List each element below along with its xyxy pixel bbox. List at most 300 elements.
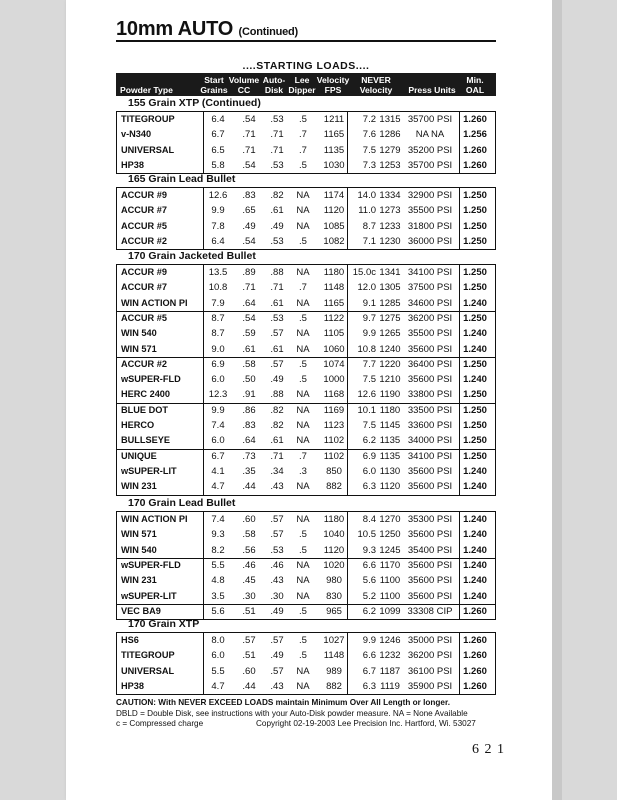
cell-ad: .61 xyxy=(270,435,284,447)
page-edge-shadow xyxy=(552,0,562,800)
table-row xyxy=(116,342,496,357)
cell-vf: 882 xyxy=(326,680,342,692)
cell-pt: ACCUR #5 xyxy=(121,220,167,231)
cell-oal: 1.250 xyxy=(463,435,487,447)
cell-nf: 1100 xyxy=(379,575,401,587)
cell-pt: wSUPER-LIT xyxy=(121,590,177,601)
cell-vf: 1174 xyxy=(323,190,345,201)
cell-vf: 1060 xyxy=(323,343,345,355)
table-row xyxy=(116,296,496,311)
cell-vc: .73 xyxy=(242,450,256,462)
cell-ad: .71 xyxy=(270,282,284,294)
cell-pt: ACCUR #9 xyxy=(121,267,167,277)
cell-nf: 1285 xyxy=(379,297,401,309)
cell-pt: HERCO xyxy=(121,420,155,430)
title-rule xyxy=(116,40,496,42)
cell-sg: 9.0 xyxy=(211,343,225,355)
cell-ad: .46 xyxy=(270,559,284,571)
header-auto-disk-line1: Auto- xyxy=(262,75,286,85)
cell-oal: 1.260 xyxy=(463,114,487,125)
cell-pr: 36200 PSI xyxy=(407,650,453,662)
cell-pt: WIN 231 xyxy=(121,481,157,492)
table-row xyxy=(116,311,496,326)
table-row xyxy=(116,280,496,295)
cell-ld: .5 xyxy=(299,544,307,556)
cell-ld: NA xyxy=(296,343,310,355)
cell-pr: 32900 PSI xyxy=(407,190,453,201)
cell-vf: 1180 xyxy=(323,267,345,278)
cell-vc: .35 xyxy=(242,465,256,477)
cell-vf: 1120 xyxy=(323,544,345,556)
cell-pt: HS6 xyxy=(121,635,139,645)
cell-pr: 33800 PSI xyxy=(407,389,453,401)
cell-oal: 1.250 xyxy=(463,450,487,462)
table-row xyxy=(116,633,496,648)
cell-ld: .5 xyxy=(299,650,307,662)
cell-vc: .51 xyxy=(242,605,256,617)
cell-vc: .45 xyxy=(242,575,256,587)
row-group-separator xyxy=(116,357,496,358)
cell-ld: .7 xyxy=(299,144,307,156)
cell-nf: 1170 xyxy=(379,559,401,571)
cell-pr: NA NA xyxy=(415,129,445,141)
cell-ld: NA xyxy=(296,514,310,525)
cell-pt: wSUPER-FLD xyxy=(121,559,181,570)
cell-sg: 13.5 xyxy=(208,267,228,278)
cell-vc: .49 xyxy=(242,220,256,232)
header-never-exceed-line1: NEVER Velocity xyxy=(359,75,393,95)
cell-vc: .59 xyxy=(242,328,256,340)
table-row xyxy=(116,403,496,418)
footer-line3 xyxy=(116,719,496,730)
cell-pr: 37500 PSI xyxy=(407,282,453,294)
cell-ad: .61 xyxy=(270,343,284,355)
cell-ad: .57 xyxy=(270,514,284,525)
table-row xyxy=(116,589,496,604)
cell-oal: 1.240 xyxy=(463,343,487,355)
cell-nf: 1232 xyxy=(379,650,401,662)
cell-pt: HP38 xyxy=(121,680,144,691)
cell-oal: 1.240 xyxy=(463,514,487,525)
cell-vf: 1180 xyxy=(323,514,345,525)
table-row xyxy=(116,158,496,173)
cell-pt: TITEGROUP xyxy=(121,114,175,124)
cell-sg: 8.2 xyxy=(211,544,225,556)
cell-ad: .88 xyxy=(270,267,284,278)
cell-vf: 1040 xyxy=(323,529,345,541)
table-row xyxy=(116,543,496,558)
cell-ld: NA xyxy=(296,389,310,401)
cell-vc: .58 xyxy=(242,529,256,541)
cell-ad: .53 xyxy=(270,544,284,556)
cell-oal: 1.250 xyxy=(463,358,487,370)
cell-sg: 6.5 xyxy=(211,144,225,156)
cell-pt: v-N340 xyxy=(121,129,152,140)
cell-nf: 1120 xyxy=(379,481,401,493)
cell-pr: 36100 PSI xyxy=(407,665,453,677)
cell-ne: 7.1 xyxy=(362,235,376,247)
cell-ne: 14.0 xyxy=(357,190,376,201)
header-press-units: Press Units xyxy=(408,85,456,95)
table-row xyxy=(116,464,496,479)
cell-vf: 1120 xyxy=(323,205,345,217)
group-title: 170 Grain Lead Bullet xyxy=(128,497,236,509)
cell-ad: .82 xyxy=(270,420,284,431)
cell-pt: wSUPER-FLD xyxy=(121,374,181,385)
table-row xyxy=(116,188,496,203)
cell-sg: 9.9 xyxy=(211,404,225,416)
cell-vc: .30 xyxy=(242,590,256,602)
header-start-grains xyxy=(200,75,228,95)
cell-vc: .71 xyxy=(242,129,256,141)
cell-oal: 1.240 xyxy=(463,575,487,587)
title-sub: (Continued) xyxy=(238,26,299,38)
table-row xyxy=(116,203,496,218)
cell-ld: .5 xyxy=(299,358,307,370)
table-row xyxy=(116,573,496,588)
cell-vc: .51 xyxy=(242,650,256,662)
header-lee-dipper-line1: Lee xyxy=(294,75,310,85)
cell-vc: .86 xyxy=(242,404,256,416)
cell-ad: .57 xyxy=(270,358,284,370)
cell-vf: 1122 xyxy=(323,312,345,324)
header-never-exceed-line2: EXCEED FPS xyxy=(348,95,404,105)
cell-sg: 7.8 xyxy=(211,220,225,232)
cell-vf: 1085 xyxy=(323,220,345,232)
cell-sg: 6.9 xyxy=(211,358,225,370)
cell-ld: .5 xyxy=(299,114,307,125)
cell-oal: 1.240 xyxy=(463,544,487,556)
cell-pr: 35500 PSI xyxy=(407,328,453,340)
cell-ld: NA xyxy=(296,559,310,571)
cell-nf: 1135 xyxy=(379,450,401,462)
cell-oal: 1.250 xyxy=(463,220,487,232)
cell-ne: 7.5 xyxy=(362,420,376,431)
cell-sg: 9.3 xyxy=(211,529,225,541)
cell-ne: 9.7 xyxy=(362,312,376,324)
cell-ld: NA xyxy=(296,404,310,416)
table-row xyxy=(116,387,496,402)
cell-pr: 35700 PSI xyxy=(407,159,453,171)
cell-nf: 1100 xyxy=(379,590,401,602)
cell-ad: .53 xyxy=(270,235,284,247)
cell-pt: HERC 2400 xyxy=(121,389,171,400)
row-group-separator xyxy=(116,558,496,559)
row-group-separator xyxy=(116,449,496,450)
group-title: 170 Grain Jacketed Bullet xyxy=(128,250,256,262)
cell-vc: .44 xyxy=(242,481,256,493)
cell-oal: 1.240 xyxy=(463,374,487,386)
table-row xyxy=(116,679,496,694)
cell-vf: 1082 xyxy=(323,235,345,247)
cell-ne: 7.6 xyxy=(362,129,376,141)
cell-ld: .7 xyxy=(299,450,307,462)
cell-vf: 1030 xyxy=(323,159,345,171)
table-row xyxy=(116,479,496,494)
cell-ne: 7.5 xyxy=(362,374,376,386)
table-row xyxy=(116,326,496,341)
table-row xyxy=(116,604,496,619)
header-auto-disk xyxy=(259,75,289,95)
cell-vf: 1169 xyxy=(323,404,345,416)
cell-ne: 12.0 xyxy=(357,282,376,294)
cell-ad: .53 xyxy=(270,159,284,171)
cell-ne: 7.7 xyxy=(362,358,376,370)
cell-oal: 1.240 xyxy=(463,465,487,477)
cell-ad: .57 xyxy=(270,328,284,340)
footer-caution: CAUTION: With NEVER EXCEED LOADS maintain Minimum Over All Length or longer. xyxy=(116,698,450,707)
cell-ad: .57 xyxy=(270,665,284,677)
cell-ld: .3 xyxy=(299,465,307,477)
cell-ld: NA xyxy=(296,297,310,309)
cell-vc: .60 xyxy=(242,514,256,525)
cell-sg: 6.0 xyxy=(211,435,225,447)
cell-nf: 1275 xyxy=(379,312,401,324)
header-velocity-fps-line2: FPS xyxy=(324,85,342,95)
footer-dbld-note: DBLD = Double Disk, see instructions with your Auto-Disk powder measure. NA = None Available xyxy=(116,708,468,718)
cell-pt: UNIQUE xyxy=(121,450,157,461)
cell-ne: 10.8 xyxy=(357,343,376,355)
header-powder-type: Powder Type xyxy=(120,85,173,95)
cell-ld: NA xyxy=(296,328,310,340)
cell-pt: UNIVERSAL xyxy=(121,144,175,155)
cell-vc: .50 xyxy=(242,374,256,386)
table-row xyxy=(116,219,496,234)
cell-ad: .57 xyxy=(270,635,284,646)
table-row xyxy=(116,127,496,142)
cell-pt: VEC BA9 xyxy=(121,605,161,616)
cell-pt: WIN 540 xyxy=(121,544,157,555)
cell-ne: 9.9 xyxy=(362,635,376,646)
cell-vf: 1165 xyxy=(323,129,345,141)
cell-nf: 1286 xyxy=(379,129,401,141)
cell-pr: 35600 PSI xyxy=(407,529,453,541)
cell-ld: NA xyxy=(296,205,310,217)
cell-sg: 6.7 xyxy=(211,450,225,462)
cell-ld: NA xyxy=(296,680,310,692)
cell-ld: NA xyxy=(296,665,310,677)
table-row xyxy=(116,449,496,464)
cell-ld: NA xyxy=(296,267,310,278)
cell-vf: 1027 xyxy=(323,635,345,646)
cell-pr: 33308 CIP xyxy=(407,605,453,617)
cell-pt: WIN ACTION PI xyxy=(121,297,188,308)
group-title: 170 Grain XTP xyxy=(128,618,200,630)
table-row xyxy=(116,664,496,679)
header-lee-dipper-line2: Dipper xyxy=(288,85,316,95)
cell-ne: 6.2 xyxy=(362,605,376,617)
cell-vf: 1168 xyxy=(323,389,345,401)
cell-oal: 1.250 xyxy=(463,190,487,201)
cell-oal: 1.250 xyxy=(463,420,487,431)
starting-loads-heading: ....STARTING LOADS.... xyxy=(242,60,370,72)
cell-ld: .7 xyxy=(299,129,307,141)
cell-nf: 1220 xyxy=(379,358,401,370)
cell-sg: 12.3 xyxy=(208,389,228,401)
cell-ne: 8.4 xyxy=(362,514,376,525)
cell-sg: 7.4 xyxy=(211,420,225,431)
cell-vc: .83 xyxy=(242,420,256,431)
cell-vc: .44 xyxy=(242,680,256,692)
cell-oal: 1.250 xyxy=(463,235,487,247)
cell-vc: .57 xyxy=(242,635,256,646)
cell-vf: 1211 xyxy=(323,114,345,125)
cell-vc: .71 xyxy=(242,144,256,156)
header-min-oal xyxy=(456,75,494,95)
group-title: 155 Grain XTP (Continued) xyxy=(128,97,261,109)
cell-pr: 34000 PSI xyxy=(407,435,453,447)
cell-vc: .54 xyxy=(242,114,256,125)
cell-ld: .5 xyxy=(299,235,307,247)
cell-vf: 1165 xyxy=(323,297,345,309)
cell-sg: 12.6 xyxy=(208,190,228,201)
cell-nf: 1245 xyxy=(379,544,401,556)
cell-sg: 6.0 xyxy=(211,374,225,386)
cell-sg: 8.0 xyxy=(211,635,225,646)
cell-pt: wSUPER-LIT xyxy=(121,465,177,476)
cell-ad: .34 xyxy=(270,465,284,477)
cell-ne: 5.2 xyxy=(362,590,376,602)
cell-ne: 6.6 xyxy=(362,650,376,662)
cell-vf: 980 xyxy=(326,575,342,587)
row-group-separator xyxy=(116,311,496,312)
header-volume-cc xyxy=(227,75,261,95)
cell-sg: 6.4 xyxy=(211,235,225,247)
cell-pr: 35600 PSI xyxy=(407,374,453,386)
table-row xyxy=(116,265,496,280)
table-row xyxy=(116,357,496,372)
cell-ad: .43 xyxy=(270,575,284,587)
cell-ld: NA xyxy=(296,575,310,587)
cell-ne: 9.9 xyxy=(362,328,376,340)
cell-pt: WIN 571 xyxy=(121,529,157,540)
cell-sg: 5.6 xyxy=(211,605,225,617)
cell-oal: 1.240 xyxy=(463,328,487,340)
header-auto-disk-line2: Disk xyxy=(264,85,284,95)
cell-ad: .43 xyxy=(270,680,284,692)
cell-ne: 12.6 xyxy=(357,389,376,401)
cell-nf: 1334 xyxy=(379,190,401,201)
cell-ad: .82 xyxy=(270,404,284,416)
cell-oal: 1.250 xyxy=(463,205,487,217)
cell-ld: NA xyxy=(296,590,310,602)
cell-vf: 965 xyxy=(326,605,342,617)
table-row xyxy=(116,234,496,249)
cell-oal: 1.250 xyxy=(463,389,487,401)
cell-sg: 4.8 xyxy=(211,575,225,587)
cell-oal: 1.240 xyxy=(463,559,487,571)
cell-sg: 8.7 xyxy=(211,328,225,340)
table-row xyxy=(116,433,496,448)
cell-vf: 830 xyxy=(326,590,342,602)
cell-nf: 1119 xyxy=(380,680,400,692)
cell-pr: 35000 PSI xyxy=(407,635,453,646)
cell-vc: .56 xyxy=(242,544,256,556)
cell-vf: 1105 xyxy=(323,328,345,340)
cell-pt: TITEGROUP xyxy=(121,650,175,661)
cell-ad: .57 xyxy=(270,529,284,541)
cell-oal: 1.240 xyxy=(463,297,487,309)
cell-pt: ACCUR #9 xyxy=(121,190,167,200)
cell-vc: .65 xyxy=(242,205,256,217)
cell-ne: 9.1 xyxy=(362,297,376,309)
cell-pr: 31800 PSI xyxy=(407,220,453,232)
cell-oal: 1.250 xyxy=(463,282,487,294)
cell-ld: NA xyxy=(296,481,310,493)
cell-ad: .88 xyxy=(270,389,284,401)
cell-ne: 6.0 xyxy=(362,465,376,477)
footer-compressed-note: c = Compressed charge xyxy=(116,719,204,728)
cell-pr: 36000 PSI xyxy=(407,235,453,247)
header-never-exceed xyxy=(344,75,408,105)
cell-pt: ACCUR #2 xyxy=(121,235,167,246)
cell-pr: 34600 PSI xyxy=(407,297,453,309)
cell-vc: .89 xyxy=(242,267,256,278)
table-row xyxy=(116,527,496,542)
cell-ld: .5 xyxy=(299,374,307,386)
cell-pt: BULLSEYE xyxy=(121,435,171,446)
cell-ne: 10.5 xyxy=(357,529,376,541)
cell-vc: .54 xyxy=(242,312,256,324)
cell-sg: 4.7 xyxy=(211,481,225,493)
cell-nf: 1270 xyxy=(379,514,401,525)
cell-nf: 1246 xyxy=(379,635,401,646)
cell-pr: 36200 PSI xyxy=(407,312,453,324)
cell-pt: ACCUR #7 xyxy=(121,282,167,293)
cell-vc: .64 xyxy=(242,297,256,309)
cell-oal: 1.250 xyxy=(463,312,487,324)
cell-oal: 1.250 xyxy=(463,404,487,416)
page-number: 6 2 1 xyxy=(472,742,505,757)
cell-vf: 1148 xyxy=(323,282,345,294)
cell-oal: 1.260 xyxy=(463,680,487,692)
footer-copyright: Copyright 02-19-2003 Lee Precision Inc. Hartford, Wi. 53027 xyxy=(256,719,476,728)
header-start-grains-line2: Grains xyxy=(200,85,228,95)
cell-sg: 10.8 xyxy=(208,282,228,294)
cell-nf: 1279 xyxy=(379,144,401,156)
table-row xyxy=(116,558,496,573)
cell-sg: 7.9 xyxy=(211,297,225,309)
cell-nf: 1315 xyxy=(379,114,401,125)
cell-nf: 1099 xyxy=(379,605,401,617)
cell-sg: 9.9 xyxy=(211,205,225,217)
cell-ad: .53 xyxy=(270,114,284,125)
cell-vf: 1020 xyxy=(323,559,345,571)
cell-pr: 33600 PSI xyxy=(407,420,453,431)
cell-pt: BLUE DOT xyxy=(121,404,168,415)
cell-pr: 35600 PSI xyxy=(407,559,453,571)
cell-nf: 1135 xyxy=(379,435,401,447)
cell-nf: 1145 xyxy=(379,420,401,431)
title-main: 10mm AUTO xyxy=(116,18,234,40)
cell-pr: 35600 PSI xyxy=(407,481,453,493)
cell-oal: 1.240 xyxy=(463,529,487,541)
cell-ad: .71 xyxy=(270,144,284,156)
cell-pr: 35600 PSI xyxy=(407,343,453,355)
cell-vf: 1123 xyxy=(323,420,345,431)
cell-ad: .71 xyxy=(270,129,284,141)
cell-ld: NA xyxy=(296,420,310,431)
cell-pr: 35600 PSI xyxy=(407,590,453,602)
cell-ld: NA xyxy=(296,220,310,232)
page-title xyxy=(116,18,298,41)
cell-ne: 15.0c xyxy=(352,267,376,278)
cell-ne: 7.3 xyxy=(362,159,376,171)
cell-pt: HP38 xyxy=(121,159,144,170)
cell-nf: 1190 xyxy=(379,389,401,401)
cell-ad: .82 xyxy=(270,190,284,201)
header-velocity-fps-line1: Velocity xyxy=(316,75,350,85)
